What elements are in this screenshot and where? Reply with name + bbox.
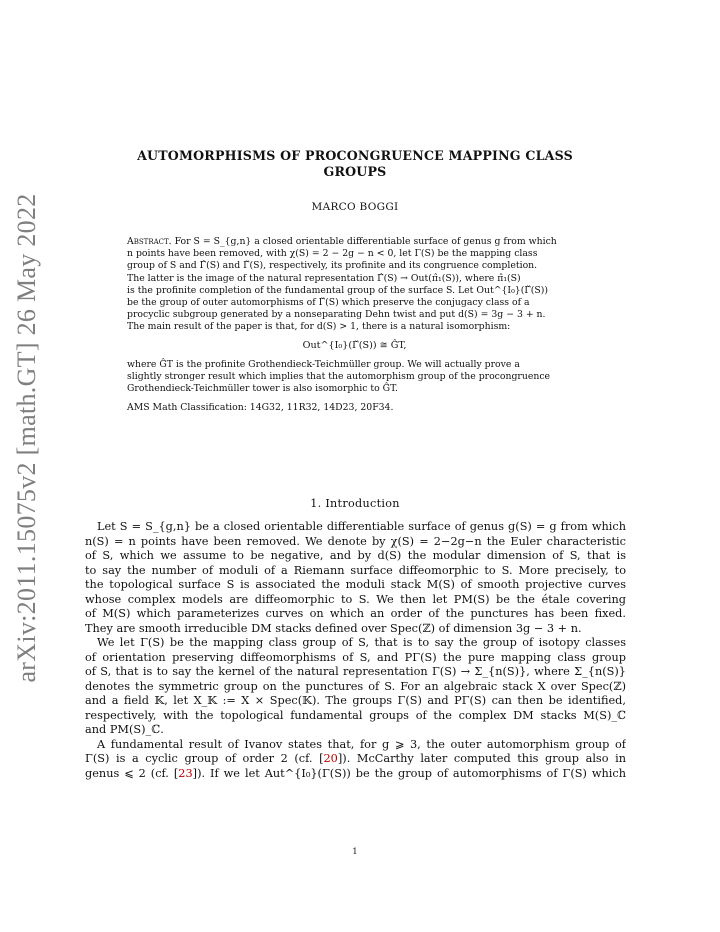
body-line: whose complex models are diffeomorphic to S. We then let PM(S) be the étale covering — [85, 592, 626, 606]
body-line: and PM(S)_ℂ. — [85, 723, 164, 736]
body-line: Γ(S) is a cyclic group of order 2 (cf. [20]). McCarthy later computed this group also in — [85, 752, 626, 765]
body-line: denotes the symmetric group on the punctures of S. For an algebraic stack X over Spec(ℤ) — [85, 679, 626, 693]
body-line: respectively, with the topological fundamental groups of the complex DM stacks M(S)_ℂ — [85, 708, 626, 722]
body-line: n(S) = n points have been removed. We denote by χ(S) = 2−2g−n the Euler characteristic — [85, 534, 626, 548]
abstract-line: The latter is the image of the natural representation Γ̂(S) → Out(π̂₁(S)), where π̂₁(S) — [127, 272, 521, 284]
body-line: We let Γ(S) be the mapping class group of S, that is to say the group of isotopy classes — [97, 636, 626, 649]
abstract-line: is the profinite completion of the fundamental group of the surface S. Let Out^{I₀}(Γ̌(S)) — [127, 284, 549, 296]
title-line-2: GROUPS — [323, 164, 387, 179]
body-line: They are smooth irreducible DM stacks defined over Spec(ℤ) of dimension 3g − 3 + n. — [85, 621, 582, 635]
arxiv-identifier-text: arXiv:2011.15075v2 [math.GT] 26 May 2022 — [12, 193, 41, 683]
body-line: of orientation preserving diffeomorphisms of S, and PΓ(S) the pure mapping class group — [85, 650, 626, 664]
body-line: genus ⩽ 2 (cf. [23]). If we let Aut^{I₀}(Γ(S)) be the group of automorphisms of Γ(S) which — [85, 766, 626, 780]
citation-link[interactable]: 20 — [323, 752, 338, 765]
abstract-label: Abstract. — [127, 236, 172, 247]
body-line: to say the number of moduli of a Riemann surface diffeomorphic to S. More precisely, to — [85, 563, 626, 577]
ams-classification: AMS Math Classification: 14G32, 11R32, 14D23, 20F34. — [127, 402, 394, 414]
abstract-line: The main result of the paper is that, for d(S) > 1, there is a natural isomorphism: — [127, 321, 511, 333]
body-line: of M(S) which parameterizes curves on which an order of the punctures has been fixed. — [85, 607, 626, 620]
abstract-line: where ĜT is the profinite Grothendieck-Teichmüller group. We will actually prove a — [127, 358, 520, 370]
body-line: of S, which we assume to be negative, and by d(S) the modular dimension of S, that is — [85, 549, 626, 562]
introduction-body — [85, 520, 626, 781]
abstract-line: procyclic subgroup generated by a nonseparating Dehn twist and put d(S) = 3g − 3 + n. — [127, 309, 546, 321]
page-number: 1 — [352, 847, 358, 857]
citation-link[interactable]: 23 — [178, 766, 193, 780]
abstract-line: n points have been removed, with χ(S) = 2 − 2g − n < 0, let Γ(S) be the mapping class — [127, 248, 538, 260]
abstract-line: group of S and Γ̂(S) and Γ̌(S), respectively, its profinite and its congruence completion. — [127, 260, 538, 272]
title-line-1: AUTOMORPHISMS OF PROCONGRUENCE MAPPING CLASS — [137, 148, 573, 163]
arxiv-side-identifier — [12, 193, 42, 683]
paper-title — [85, 148, 625, 180]
abstract-line: slightly stronger result which implies that the automorphism group of the procongruence — [127, 371, 551, 383]
main-isomorphism-equation: Out^{I₀}(Γ̌(S)) ≅ ĜT, — [302, 339, 407, 351]
body-line: the topological surface S is associated the moduli stack M(S) of smooth projective curves — [85, 578, 626, 591]
body-line: and a field 𝕂, let X_𝕂 := X × Spec(𝕂). The groups Γ(S) and PΓ(S) can then be identified, — [85, 694, 626, 707]
author-name: MARCO BOGGI — [311, 201, 399, 213]
section-heading-introduction: 1. Introduction — [310, 497, 400, 510]
abstract-line: Grothendieck-Teichmüller tower is also isomorphic to ĜT. — [127, 383, 398, 395]
abstract-line: be the group of outer automorphisms of Γ̌(S) which preserve the conjugacy class of a — [127, 297, 530, 309]
body-line: of S, that is to say the kernel of the natural representation Γ(S) → Σ_{n(S)}, where Σ_{n(S)} — [85, 665, 626, 678]
abstract-body-continued — [127, 359, 582, 396]
body-line: Let S = S_{g,n} be a closed orientable differentiable surface of genus g(S) = g from which — [97, 520, 626, 533]
body-line: A fundamental result of Ivanov states that, for g ⩾ 3, the outer automorphism group of — [97, 737, 626, 751]
abstract — [127, 236, 582, 415]
abstract-line: Abstract. For S = S_{g,n} a closed orientable differentiable surface of genus g from which — [127, 236, 557, 247]
abstract-body — [127, 236, 582, 334]
